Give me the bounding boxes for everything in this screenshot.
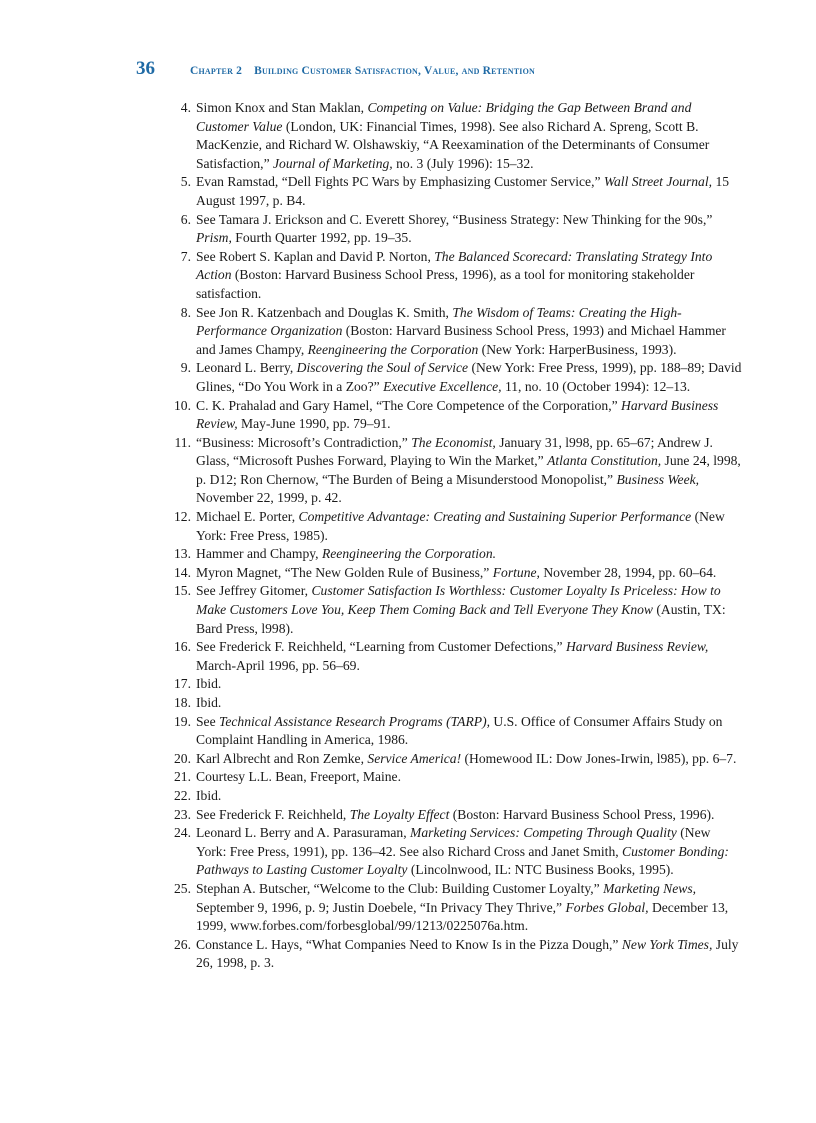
endnote [163, 545, 743, 564]
endnote-number: 4. [180, 100, 191, 115]
endnote-text [196, 397, 743, 434]
citation-text: (New York: Free Press, 1999), pp. 188–89; David Glines, “Do You Work in a Zoo?” [196, 360, 742, 394]
citation-title: Service America! [367, 750, 462, 766]
citation-text: (New York: HarperBusiness, 1993). [478, 341, 677, 357]
endnote [163, 248, 743, 304]
endnote-number: 16. [174, 639, 191, 655]
endnote-text [196, 638, 743, 675]
citation-text: no. 3 (July 1996): 15–32. [392, 155, 534, 171]
citation-text: (Boston: Harvard Business School Press, 1993) and Michael Hammer and James Champy, [196, 323, 726, 357]
citation-text: (New York: Free Press, 1991), pp. 136–42. See also Richard Cross and Janet Smith, [196, 825, 711, 859]
citation-title: Reengineering the Corporation. [321, 546, 497, 562]
citation-text: Ibid. [196, 676, 222, 692]
citation-text: December 13, 1999, www.forbes.com/forbesglobal/99/1213/0225076a.htm. [196, 899, 729, 934]
citation-title: New York Times, [621, 936, 713, 952]
citation-text: See Jeffrey Gitomer, [196, 583, 312, 599]
endnote-number: 12. [174, 509, 191, 525]
endnote-number: 11. [174, 434, 191, 450]
citation-text: See Frederick F. Reichheld, “Learning from Customer Defections,” [196, 639, 566, 655]
citation-text: Constance L. Hays, “What Companies Need to Know Is in the Pizza Dough,” [196, 936, 622, 952]
citation-text: See Robert S. Kaplan and David P. Norton, [196, 248, 435, 264]
citation-title: The Economist, [411, 434, 496, 450]
citation-title: Technical Assistance Research Programs (TARP), [219, 713, 490, 729]
endnote-text [196, 564, 743, 583]
endnote-text [196, 99, 743, 173]
endnote [163, 638, 743, 675]
endnote [163, 211, 743, 248]
citation-text: March-April 1996, pp. 56–69. [196, 657, 360, 673]
endnote [163, 806, 743, 825]
endnote-text [196, 582, 743, 638]
citation-text: January 31, l998, pp. 65–67; Andrew J. Glass, “Microsoft Pushes Forward, Playing to Win the Market,” [196, 434, 713, 469]
citation-title: Harvard Business Review, [565, 639, 709, 655]
endnote [163, 304, 743, 360]
page-number: 36 [136, 58, 155, 79]
endnotes-list [163, 99, 743, 973]
citation-title: Business Week, [616, 471, 700, 487]
endnote-text [196, 787, 743, 806]
citation-title: The Balanced Scorecard: Translating Strategy Into Action [196, 248, 713, 283]
endnote-text [196, 936, 743, 973]
endnote-text [196, 304, 743, 360]
endnote-number: 19. [174, 713, 191, 729]
citation-title: Competing on Value: Bridging the Gap Between Brand and Customer Value [196, 100, 692, 134]
endnote-number: 6. [180, 211, 191, 227]
citation-title: Journal of Marketing, [273, 155, 393, 171]
citation-text: Evan Ramstad, “Dell Fights PC Wars by Emphasizing Customer Service,” [196, 174, 604, 190]
endnote-number: 13. [174, 546, 191, 562]
endnote [163, 787, 743, 806]
endnote-number: 14. [174, 564, 191, 580]
endnote [163, 508, 743, 545]
endnote-number: 8. [180, 304, 191, 320]
citation-text: Myron Magnet, “The New Golden Rule of Business,” [196, 564, 493, 580]
citation-text: Leonard L. Berry, [196, 360, 297, 376]
citation-text: Michael E. Porter, [196, 509, 299, 525]
citation-text: 11, no. 10 (October 1994): 12–13. [501, 378, 691, 394]
citation-text: See Jon R. Katzenbach and Douglas K. Smith, [196, 304, 453, 320]
citation-text: September 9, 1996, p. 9; Justin Doebele, “In Privacy They Thrive,” [196, 899, 566, 915]
citation-text: June 24, l998, p. D12; Ron Chernow, “The Burden of Being a Misunderstood Monopolist,” [196, 453, 741, 487]
endnote-text [196, 750, 743, 769]
chapter-heading [190, 65, 535, 77]
endnote-text [196, 768, 743, 787]
citation-text: See [196, 713, 220, 729]
citation-title: Marketing News, [603, 880, 697, 896]
citation-text: See Frederick F. Reichheld, [196, 806, 350, 822]
endnote-number: 21. [174, 769, 191, 785]
citation-text: Simon Knox and Stan Maklan, [196, 100, 368, 115]
citation-text: Ibid. [196, 695, 222, 710]
citation-title: Wall Street Journal, [603, 174, 713, 190]
endnote-text [196, 880, 743, 936]
citation-text: (Boston: Harvard Business School Press, 1996). [449, 806, 715, 822]
endnote-text [196, 713, 743, 750]
endnote [163, 359, 743, 396]
endnote-text [196, 694, 743, 713]
endnote-text [196, 173, 743, 210]
citation-title: Customer Bonding: Pathways to Lasting Customer Loyalty [196, 843, 729, 878]
citation-text: (Boston: Harvard Business School Press, 1996), as a tool for monitoring stakeholder satisfaction. [196, 267, 695, 301]
endnote-number: 23. [174, 806, 191, 822]
citation-text: U.S. Office of Consumer Affairs Study on Complaint Handling in America, 1986. [196, 713, 723, 748]
endnote [163, 768, 743, 787]
citation-text: (New York: Free Press, 1985). [196, 509, 725, 543]
endnote [163, 824, 743, 880]
citation-text: Leonard L. Berry and A. Parasuraman, [196, 825, 411, 841]
citation-text: May-June 1990, pp. 79–91. [237, 416, 391, 432]
endnote-text [196, 359, 743, 396]
citation-title: Competitive Advantage: Creating and Sustaining Superior Performance [298, 509, 692, 525]
endnote-number: 20. [174, 750, 191, 766]
running-header [136, 58, 776, 80]
endnote-number: 22. [174, 787, 191, 803]
chapter-label: Chapter 2 [190, 65, 243, 77]
endnote-text [196, 211, 743, 248]
citation-text: 15 August 1997, p. B4. [196, 174, 730, 208]
endnote-text [196, 824, 743, 880]
endnote-text [196, 675, 743, 694]
endnote [163, 675, 743, 694]
citation-title: Reengineering the Corporation [307, 341, 479, 357]
endnote-number: 25. [174, 880, 191, 896]
endnote-text [196, 434, 743, 508]
endnote [163, 173, 743, 210]
citation-text: Ibid. [196, 787, 222, 803]
endnote [163, 397, 743, 434]
citation-text: November 28, 1994, pp. 60–64. [539, 564, 717, 580]
endnote-text [196, 545, 743, 564]
endnote-text [196, 508, 743, 545]
citation-text: (Austin, TX: Bard Press, l998). [196, 602, 726, 636]
endnote-number: 17. [174, 676, 191, 692]
endnote [163, 936, 743, 973]
endnote-number: 5. [180, 174, 191, 190]
citation-title: The Loyalty Effect [349, 806, 450, 822]
endnote-number: 10. [174, 397, 191, 413]
citation-text: November 22, 1999, p. 42. [196, 490, 342, 506]
citation-text: Stephan A. Butscher, “Welcome to the Club: Building Customer Loyalty,” [196, 880, 604, 896]
citation-text: (Lincolnwood, IL: NTC Business Books, 1995). [407, 862, 674, 878]
endnote [163, 582, 743, 638]
endnote [163, 564, 743, 583]
citation-title: Executive Excellence, [383, 378, 502, 394]
endnote-number: 7. [180, 248, 191, 264]
citation-text: See Tamara J. Erickson and C. Everett Shorey, “Business Strategy: New Thinking for the 90s,” [196, 211, 713, 227]
citation-text: Courtesy L.L. Bean, Freeport, Maine. [196, 769, 401, 785]
citation-title: Discovering the Soul of Service [296, 360, 469, 376]
endnote-number: 15. [174, 583, 191, 599]
chapter-title: Building Customer Satisfaction, Value, and Retention [254, 65, 535, 77]
citation-text: (Homewood IL: Dow Jones-Irwin, l985), pp. 6–7. [461, 750, 737, 766]
citation-text: Hammer and Champy, [196, 546, 322, 562]
endnote [163, 694, 743, 713]
endnote-text [196, 806, 743, 825]
endnote-number: 24. [174, 825, 191, 841]
citation-text: C. K. Prahalad and Gary Hamel, “The Core Competence of the Corporation,” [196, 397, 622, 413]
endnote-number: 26. [174, 936, 191, 952]
endnote-text [196, 248, 743, 304]
endnote-number: 18. [174, 695, 191, 710]
citation-text: Fourth Quarter 1992, pp. 19–35. [231, 230, 412, 246]
citation-title: The Wisdom of Teams: Creating the High-Performance Organization [196, 304, 682, 339]
citation-text: Karl Albrecht and Ron Zemke, [196, 750, 368, 766]
citation-title: Atlanta Constitution, [547, 453, 662, 469]
citation-text: (London, UK: Financial Times, 1998). See also Richard A. Spreng, Scott B. MacKenzie, and Richard W. Olshawskiy, “A Reexamination of the Determinants of Consumer Satisfaction,” [196, 118, 710, 171]
citation-title: Forbes Global, [565, 899, 649, 915]
endnote [163, 99, 743, 173]
citation-title: Fortune, [492, 564, 540, 580]
endnote [163, 750, 743, 769]
citation-title: Marketing Services: Competing Through Quality [410, 825, 677, 841]
endnote [163, 434, 743, 508]
citation-text: “Business: Microsoft’s Contradiction,” [196, 434, 412, 450]
citation-title: Prism, [196, 230, 232, 246]
citation-text: July 26, 1998, p. 3. [196, 936, 739, 971]
citation-title: Customer Satisfaction Is Worthless: Customer Loyalty Is Priceless: How to Make Customers Love You, Keep Them Coming Back and Tell Everyone They Know [196, 583, 721, 618]
endnote-number: 9. [180, 360, 191, 376]
citation-title: Harvard Business Review, [196, 397, 719, 432]
endnote [163, 880, 743, 936]
endnote [163, 713, 743, 750]
